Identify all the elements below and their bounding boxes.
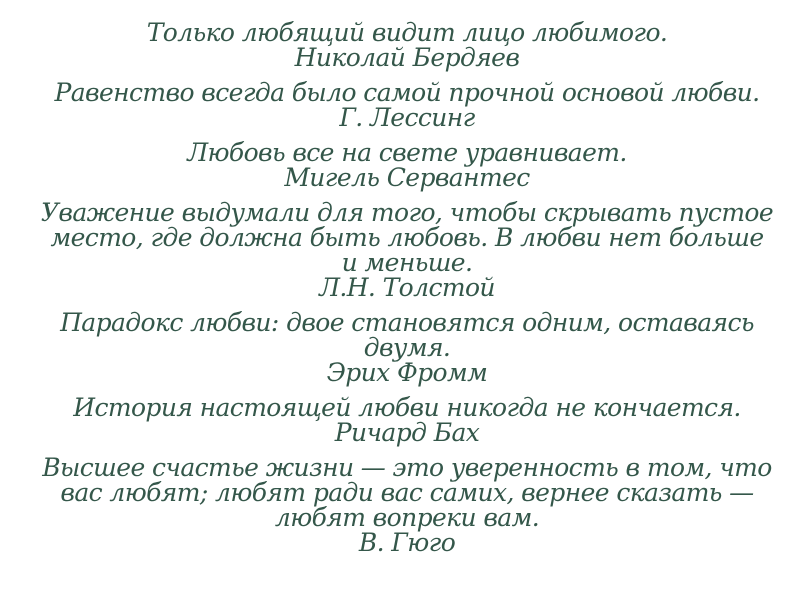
quote-author: Николай Бердяев	[294, 43, 520, 72]
quote-text: История настоящей любви никогда не кончается.	[73, 393, 741, 422]
quote-block	[40, 80, 774, 130]
quote-author: Эрих Фромм	[326, 358, 488, 387]
quotes-list	[40, 20, 774, 565]
quote-author: Ричард Бах	[334, 418, 480, 447]
quote-block	[40, 20, 774, 70]
quote-text: Высшее счастье жизни — это уверенность в том, что вас любят; любят ради вас самих, вернее сказать — любят вопреки вам.	[42, 453, 772, 532]
quote-author: Л.Н. Толстой	[319, 273, 495, 302]
quote-author: Г. Лессинг	[339, 103, 475, 132]
quote-text: Уважение выдумали для того, чтобы скрывать пустое место, где должна быть любовь. В любви нет больше и меньше.	[40, 198, 774, 277]
quote-block	[40, 310, 774, 385]
quote-text: Любовь все на свете уравнивает.	[187, 138, 627, 167]
quote-author: Мигель Сервантес	[284, 163, 530, 192]
quote-author: В. Гюго	[358, 528, 456, 557]
quote-text: Равенство всегда было самой прочной основой любви.	[54, 78, 760, 107]
quote-text: Парадокс любви: двое становятся одним, оставаясь двумя.	[60, 308, 754, 362]
quote-block	[40, 455, 774, 555]
quote-block	[40, 200, 774, 300]
quote-block	[40, 140, 774, 190]
quote-text: Только любящий видит лицо любимого.	[146, 18, 668, 47]
quote-block	[40, 395, 774, 445]
